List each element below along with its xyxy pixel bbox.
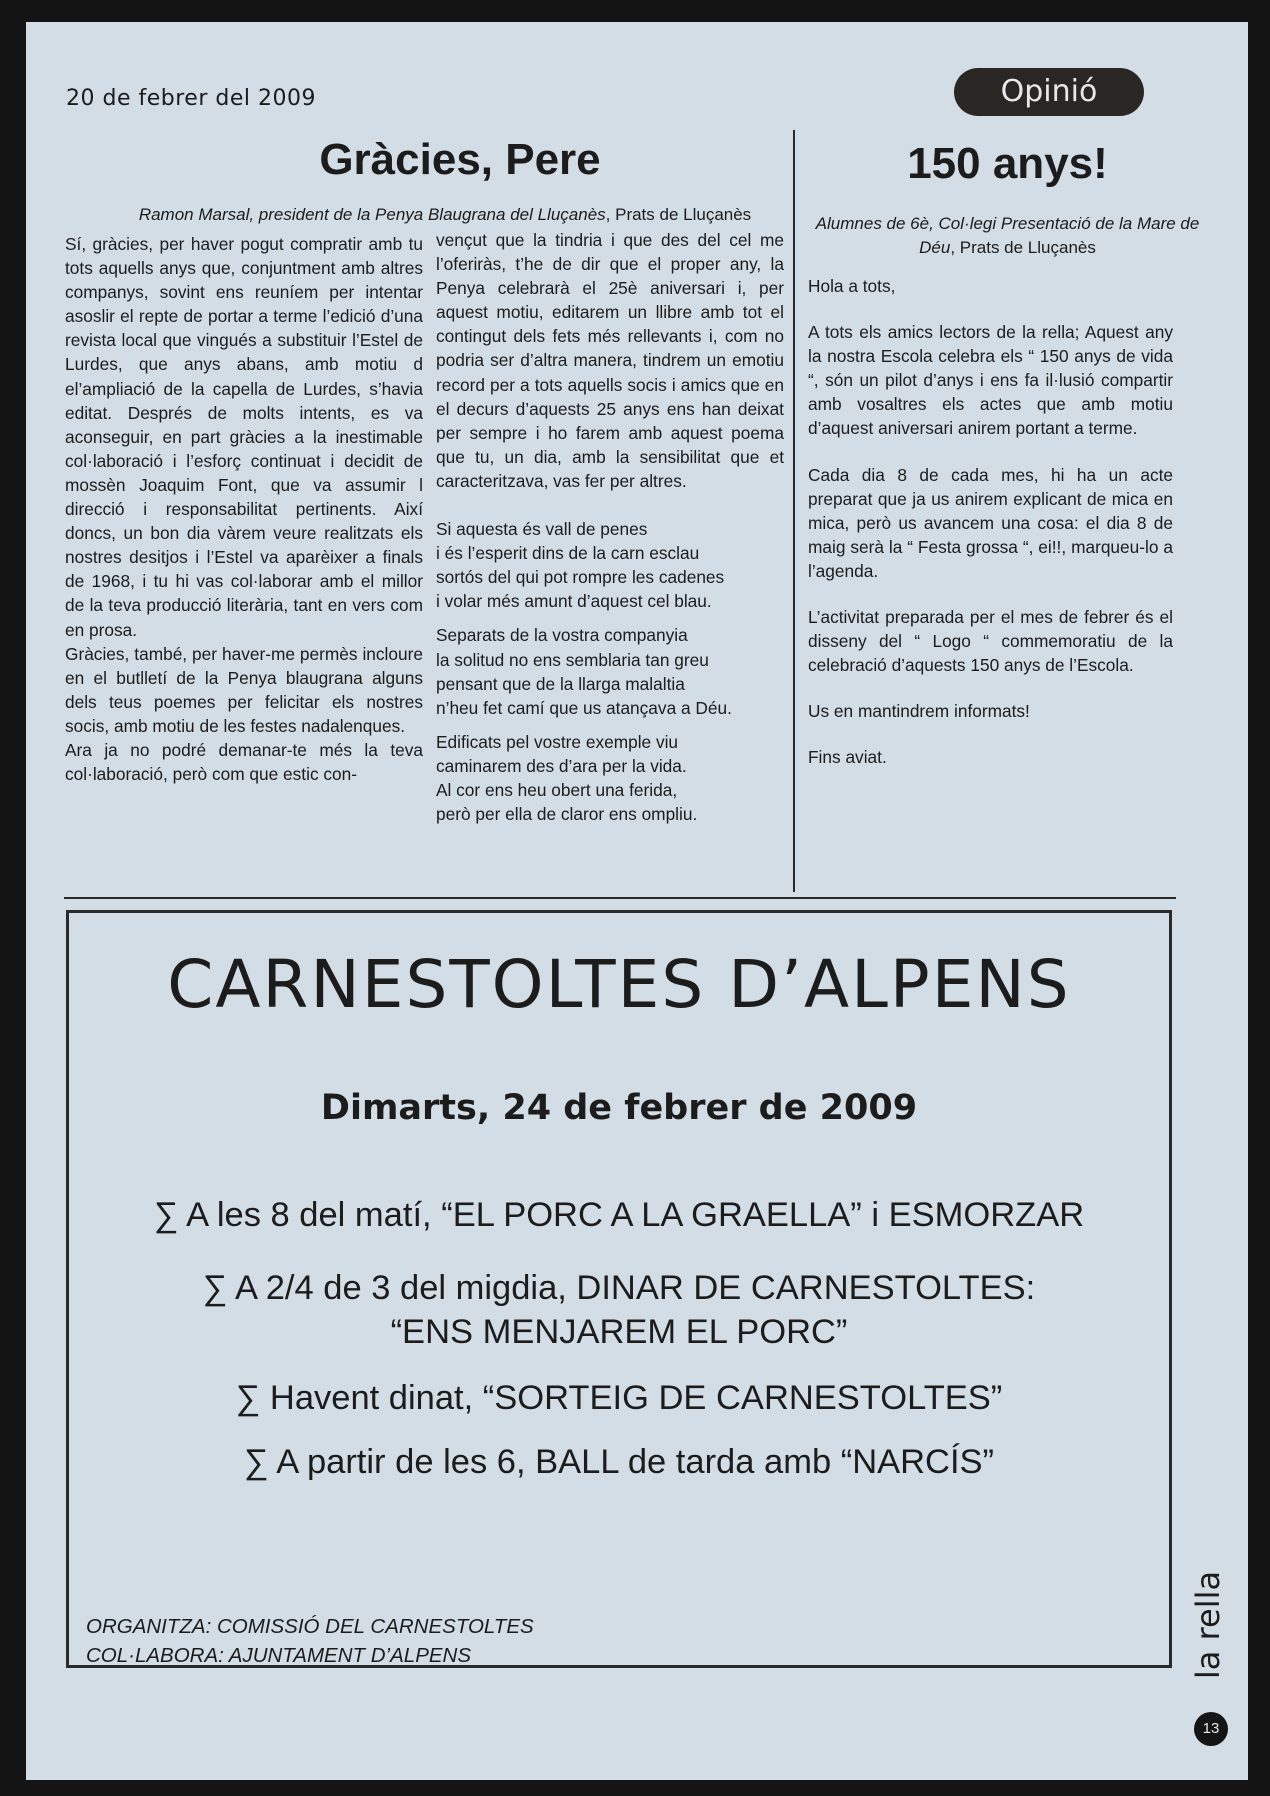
poem-line: i és l’esperit dins de la carn esclau (436, 543, 700, 564)
article-byline-gracies (60, 205, 830, 225)
poem-line: n’heu fet camí que us atançava a Déu. (436, 697, 732, 718)
paragraph: Sí, gràcies, per haver pogut compratir amb tu tots aquells anys que, conjuntment amb altres companys, sovint ens reuníem per intentar asoslir el repte de portar a terme l’edició d’una revista local que vingués a substituir l’Estel de Lurdes, que anys abans, amb motiu d el’ampliació de la capella de Lurdes, s’havia editat. Després de molts intents, es va aconseguir, en part gràcies a la inestimable col·laboració i l’esforç continuat i decidit de mossèn Joaquim Font, que va assumir l direcció i responsabilitat pertinents. Així doncs, un bon dia vàrem veure realitzats els nostres desitjos i l’Estel va aparèixer a finals de 1968, i tu hi vas col·laborar amb el millor de la teva producció literària, tant en vers com en prosa. (65, 234, 423, 640)
ad-date: Dimarts, 24 de febrer de 2009 (320, 1088, 918, 1128)
byline-place: , Prats de Lluçanès (950, 238, 1096, 257)
sigma-bullet-icon: ∑ (243, 1443, 269, 1481)
byline-author: Alumnes de 6è, Col·legi Presentació de la Mare de Déu (815, 214, 1200, 257)
poem-line: sortós del qui pot rompre les cadenes (436, 567, 725, 588)
paragraph: Gràcies, també, per haver-me permès incloure en el butlletí de la Penya blaugrana alguns dels teus poemes per felicitar els nostres socis, amb motiu de les festes nadalenques. (65, 643, 423, 736)
event-item (66, 1266, 1172, 1354)
poem-line: la solitud no ens semblaria tan greu (436, 649, 709, 670)
column-divider (793, 130, 795, 892)
ad-title: CARNESTOLTES D’ALPENS (167, 946, 1071, 1023)
article-title-gracies: Gràcies, Pere (319, 135, 601, 184)
sigma-bullet-icon: ∑ (153, 1196, 179, 1234)
sigma-bullet-icon: ∑ (202, 1269, 228, 1307)
collaborator: COL·LABORA: AJUNTAMENT D’ALPENS (86, 1644, 472, 1667)
article-byline-150-anys (800, 212, 1215, 260)
event-text: Havent dinat, “SORTEIG DE CARNESTOLTES” (269, 1379, 1003, 1417)
poem-line: però per ella de claror ens ompliu. (436, 804, 698, 825)
article2-column (808, 274, 1173, 770)
article-title-150-anys: 150 anys! (907, 139, 1108, 188)
event-item (66, 1193, 1172, 1237)
section-divider (64, 897, 1176, 899)
paragraph: Us en mantindrem informats! (808, 701, 1030, 722)
paragraph: Fins aviat. (808, 747, 887, 768)
ad-credits (86, 1612, 534, 1670)
poem-line: pensant que de la llarga malaltia (436, 673, 685, 694)
poem-stanza (436, 730, 784, 826)
paragraph: vençut que la tindria i que des del cel me l’oferiràs, t’he de dir que el proper any, la Penya celebrarà el 25è aniversari i, per aquest motiu, editarem un llibre amb tot el contingut dels fets més rellevants i, com no podria ser d’altra manera, tindrem un emotiu record per a tots aquells socis i amics que en el decurs d’aquests 25 anys ens han deixat per sempre i ho farem amb aquest poema que tu, un dia, amb la sensibilitat que et caracteritzava, vas fer per altres. (436, 230, 784, 491)
paragraph: L’activitat preparada per el mes de febrer és el disseny del “ Logo “ commemoratiu de la celebració d’aquests 150 anys de l’Escola. (808, 607, 1173, 676)
paragraph: Ara ja no podré demanar-te més la teva col·laboració, però com que estic con- (65, 739, 423, 785)
issue-date: 20 de febrer del 2009 (66, 86, 316, 111)
paragraph: Hola a tots, (808, 276, 896, 296)
poem-line: Edificats pel vostre exemple viu (436, 731, 679, 752)
event-text: “ENS MENJAREM EL PORC” (390, 1313, 848, 1351)
sigma-bullet-icon: ∑ (235, 1379, 261, 1417)
poem-line: Al cor ens heu obert una ferida, (436, 779, 678, 800)
article1-column-1 (65, 232, 423, 786)
section-badge: Opinió (954, 68, 1144, 116)
event-text: A partir de les 6, BALL de tarda amb “NARCÍS” (276, 1443, 995, 1481)
organizer: ORGANITZA: COMISSIÓ DEL CARNESTOLTES (86, 1615, 534, 1638)
publication-name: la rella (1189, 1570, 1227, 1680)
poem-stanza (436, 517, 784, 613)
paragraph: A tots els amics lectors de la rella; Aquest any la nostra Escola celebra els “ 150 anys de vida “, són un pilot d’anys i ens fa il·lusió compartir amb vosaltres els actes que amb motiu d’aquest aniversari anirem portant a terme. (808, 322, 1173, 439)
event-item (66, 1440, 1172, 1484)
page-number: 13 (1194, 1712, 1228, 1746)
poem-stanza (436, 623, 784, 719)
byline-place: , Prats de Lluçanès (605, 205, 752, 224)
event-text: A les 8 del matí, “EL PORC A LA GRAELLA” i ESMORZAR (186, 1196, 1085, 1234)
poem-line: Separats de la vostra companyia (436, 625, 688, 646)
article1-column-2 (436, 228, 784, 826)
poem-line: Si aquesta és vall de penes (436, 519, 648, 540)
poem-line: i volar més amunt d’aquest cel blau. (436, 591, 712, 612)
poem-line: caminarem des d’ara per la vida. (436, 755, 687, 776)
event-text: A 2/4 de 3 del migdia, DINAR DE CARNESTOLTES: (235, 1269, 1036, 1307)
event-item (66, 1376, 1172, 1420)
byline-author: Ramon Marsal, president de la Penya Blaugrana del Lluçanès (138, 205, 606, 224)
paragraph: Cada dia 8 de cada mes, hi ha un acte preparat que ja us anirem explicant de mica en mica, però us avancem una cosa: el dia 8 de maig serà la “ Festa grossa “, ei!!, marqueu-lo a l’agenda. (808, 464, 1173, 581)
